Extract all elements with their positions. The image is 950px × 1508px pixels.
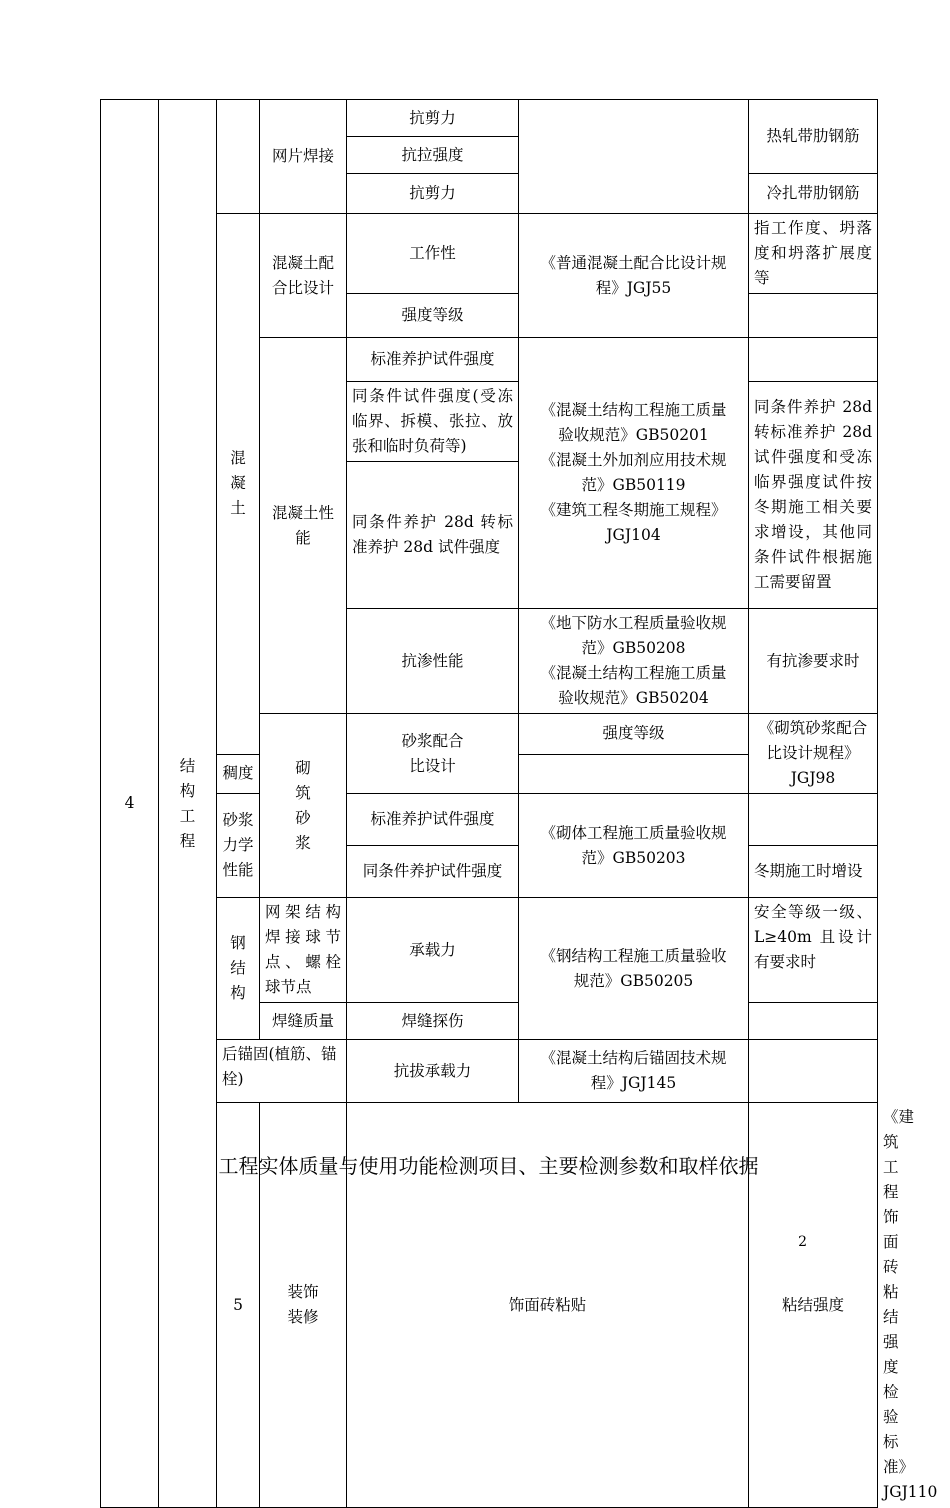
- group-empty-cell: [217, 100, 260, 214]
- note-winter-construction: 同条件养护 28d 转标准养护 28d 试件强度和受冻临界强度试件按冬期施工相关要求增设，其他同条件试件根据施工需要留置: [749, 382, 878, 609]
- item-mesh-welding: 网片焊接: [260, 100, 347, 214]
- param-mortar-strength: 强度等级: [519, 714, 749, 755]
- param-pullout: 抗拔承载力: [347, 1040, 519, 1103]
- note-empty: [749, 794, 878, 846]
- param-28d-conversion: 同条件养护 28d 转标准养护 28d 试件强度: [347, 462, 519, 609]
- basis-gb50208: 《地下防水工程质量验收规 范》GB50208 《混凝土结构工程施工质量 验收规范》GB50204: [519, 609, 749, 714]
- item-mortar-mix: 砂浆配合 比设计: [347, 714, 519, 794]
- basis-jgj98: 《砌筑砂浆配合比设计规程》 JGJ98: [749, 714, 878, 794]
- table-row: [101, 100, 878, 137]
- basis-gb50205: 《钢结构工程施工质量验收 规范》GB50205: [519, 898, 749, 1040]
- note-winter: 冬期施工时增设: [749, 846, 878, 898]
- note-workability: 指工作度、坍落度和坍落扩展度等: [749, 214, 878, 294]
- note-empty: [519, 754, 749, 794]
- param-mortar-standard-cure: 标准养护试件强度: [347, 794, 519, 846]
- note-empty: [749, 338, 878, 382]
- param-weld-flaw: 焊缝探伤: [347, 1003, 519, 1040]
- note-safety-grade: 安全等级一级、L≥40m 且设计有要求时: [749, 898, 878, 1003]
- param-tensile: 抗拉强度: [347, 137, 519, 174]
- param-impermeability: 抗渗性能: [347, 609, 519, 714]
- param-capacity: 承载力: [347, 898, 519, 1003]
- table-row: [101, 1040, 878, 1103]
- item-space-frame: 网架结构焊接球节点、螺栓球节点: [260, 898, 347, 1003]
- note-empty: [749, 1003, 878, 1040]
- note-empty: [749, 294, 878, 338]
- item-concrete-performance: 混凝土性 能: [260, 338, 347, 714]
- table-row: 5 装饰 装修 饰面砖粘贴 粘结强度 《建筑工程饰面砖粘结强度 检验标准》JGJ110: [101, 1103, 878, 1508]
- item-post-anchorage: 后锚固(植筋、锚栓): [217, 1040, 347, 1103]
- basis-empty-cell: [519, 100, 749, 214]
- page-number: 2: [798, 1234, 807, 1250]
- param-same-condition: 同条件试件强度(受冻临界、拆模、张拉、放张和临时负荷等): [347, 382, 519, 462]
- item-concrete-mix: 混凝土配 合比设计: [260, 214, 347, 338]
- note-impermeability: 有抗渗要求时: [749, 609, 878, 714]
- basis-gb50203: 《砌体工程施工质量验收规 范》GB50203: [519, 794, 749, 898]
- category-structural: 结 构 工 程: [159, 100, 217, 1508]
- basis-gb50201: 《混凝土结构工程施工质量 验收规范》GB50201 《混凝土外加剂应用技术规 范》GB50119 《建筑工程冬期施工规程》 JGJ104: [519, 338, 749, 609]
- note-hot-rolled: 热轧带肋钢筋: [749, 100, 878, 174]
- table-row: [101, 214, 878, 294]
- item-mortar-mechanics: 砂浆力学 性能: [217, 794, 260, 898]
- param-shear-1: 抗剪力: [347, 100, 519, 137]
- param-consistency: 稠度: [217, 754, 260, 794]
- param-workability: 工作性: [347, 214, 519, 294]
- row-number-4: 4: [101, 100, 159, 1508]
- param-mortar-same-condition: 同条件养护试件强度: [347, 846, 519, 898]
- table-row: [101, 794, 878, 846]
- basis-jgj145: 《混凝土结构后锚固技术规 程》JGJ145: [519, 1040, 749, 1103]
- row-number-5: 5: [217, 1103, 260, 1508]
- param-strength-grade: 强度等级: [347, 294, 519, 338]
- group-concrete: 混 凝 土: [217, 214, 260, 755]
- group-mortar: 砌 筑 砂 浆: [260, 714, 347, 898]
- item-weld-quality: 焊缝质量: [260, 1003, 347, 1040]
- table-row: [101, 898, 878, 1003]
- param-shear-2: 抗剪力: [347, 174, 519, 214]
- param-bond-strength: 粘结强度: [749, 1103, 878, 1508]
- table-caption: 工程实体质量与使用功能检测项目、主要检测参数和取样依据: [218, 1154, 759, 1178]
- param-standard-cure: 标准养护试件强度: [347, 338, 519, 382]
- basis-jgj55: 《普通混凝土配合比设计规 程》JGJ55: [519, 214, 749, 338]
- item-tile-bonding: 饰面砖粘贴: [347, 1103, 749, 1508]
- note-empty: [749, 1040, 878, 1103]
- inspection-table: [100, 99, 938, 1508]
- group-steel: 钢 结 构: [217, 898, 260, 1040]
- note-cold-rolled: 冷扎带肋钢筋: [749, 174, 878, 214]
- category-decoration: 装饰 装修: [260, 1103, 347, 1508]
